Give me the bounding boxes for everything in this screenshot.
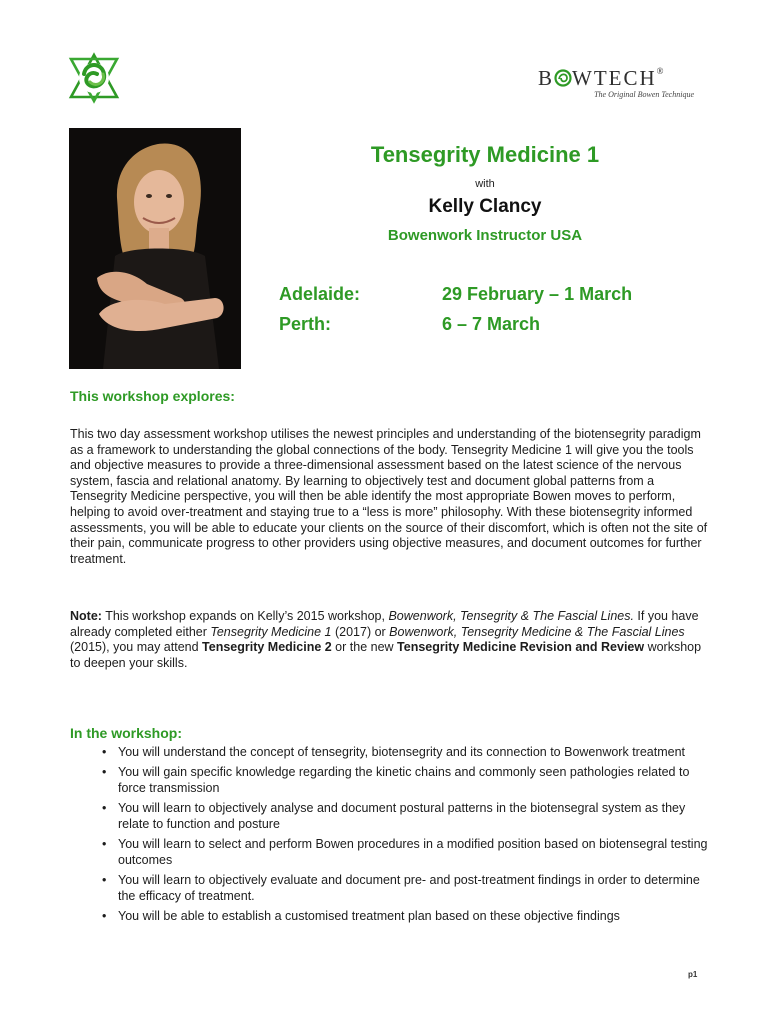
list-item: • You will be able to establish a customised treatment plan based on these objective findings — [102, 909, 620, 923]
brand-knot-icon — [554, 69, 572, 87]
workshop-list — [100, 744, 710, 928]
bullet-icon: • — [102, 909, 107, 923]
list-item: • You will gain specific knowledge regarding the kinetic chains and commonly seen pathologies related to force transmission — [102, 765, 690, 795]
list-item: • You will learn to objectively analyse and document postural patterns in the biotensegral system as they relate to function and posture — [102, 801, 686, 831]
explores-heading: This workshop explores: — [70, 388, 235, 404]
schedule-city-adelaide: Adelaide: — [279, 284, 361, 304]
schedule-city-perth: Perth: — [279, 314, 332, 334]
instructor-photo — [69, 128, 241, 369]
bullet-icon: • — [102, 765, 107, 779]
list-item: • You will learn to select and perform Bowen procedures in a modified position based on biotensegral testing outcomes — [102, 837, 708, 867]
with-label: with — [475, 178, 495, 190]
list-item: • You will learn to objectively evaluate and document pre- and post-treatment findings in order to determine the efficacy of treatment. — [102, 873, 700, 903]
bullet-icon: • — [102, 837, 107, 851]
schedule-dates-adelaide: 29 February – 1 March — [442, 284, 633, 304]
bowtech-logo — [538, 66, 698, 106]
page-number: p1 — [688, 970, 698, 979]
bullet-icon: • — [102, 873, 107, 887]
workshop-heading: In the workshop: — [70, 725, 182, 741]
note-label: Note: — [70, 609, 102, 623]
brand-tagline: The Original Bowen Technique — [594, 90, 694, 99]
instructor-role: Bowenwork Instructor USA — [387, 227, 583, 244]
brand-name: B WTECH® — [538, 66, 666, 90]
bullet-icon: • — [102, 745, 107, 759]
note-paragraph: Note: This workshop expands on Kelly’s 2015 workshop, Bowenwork, Tensegrity & The Fascial Lines. If you have already completed either Tensegrity Medicine 1 (2017) or Bowenwork, Tensegrity Medicine & The Fascial Lines (2015), you may attend Tensegrity Medicine 2 or the new Tensegrity Medicine Revision and Review workshop to deepen your skills. — [70, 609, 702, 670]
course-title: Tensegrity Medicine 1 — [370, 142, 600, 167]
bullet-icon: • — [102, 801, 107, 815]
list-item: • You will understand the concept of tensegrity, biotensegrity and its connection to Bowenwork treatment — [102, 745, 685, 759]
schedule-dates-perth: 6 – 7 March — [442, 314, 541, 334]
instructor-name: Kelly Clancy — [428, 196, 542, 217]
bowen-knot-logo — [68, 52, 120, 104]
explores-paragraph: This two day assessment workshop utilises the newest principles and understanding of the biotensegrity paradigm as a framework to understanding the global connections of the body. Tensegrity Medicine 1 will give you the tools and objective measures to provide a three-dimensional assessment based on the latest science of the nervous system, fascia and relational anatomy. By learning to objectively test and document global patterns from a Tensegrity Medicine perspective, you will then be able identify the most appropriate Bowen moves to perform, helping to avoid over-treatment and staying true to a “less is more” philosophy. With these biotensegrity informed assessments, you will be able to educate your clients on the source of their discomfort, which is often not the site of their pain, communicate progress to other providers using objective measures, and document outcomes for further treatment. — [70, 427, 708, 566]
